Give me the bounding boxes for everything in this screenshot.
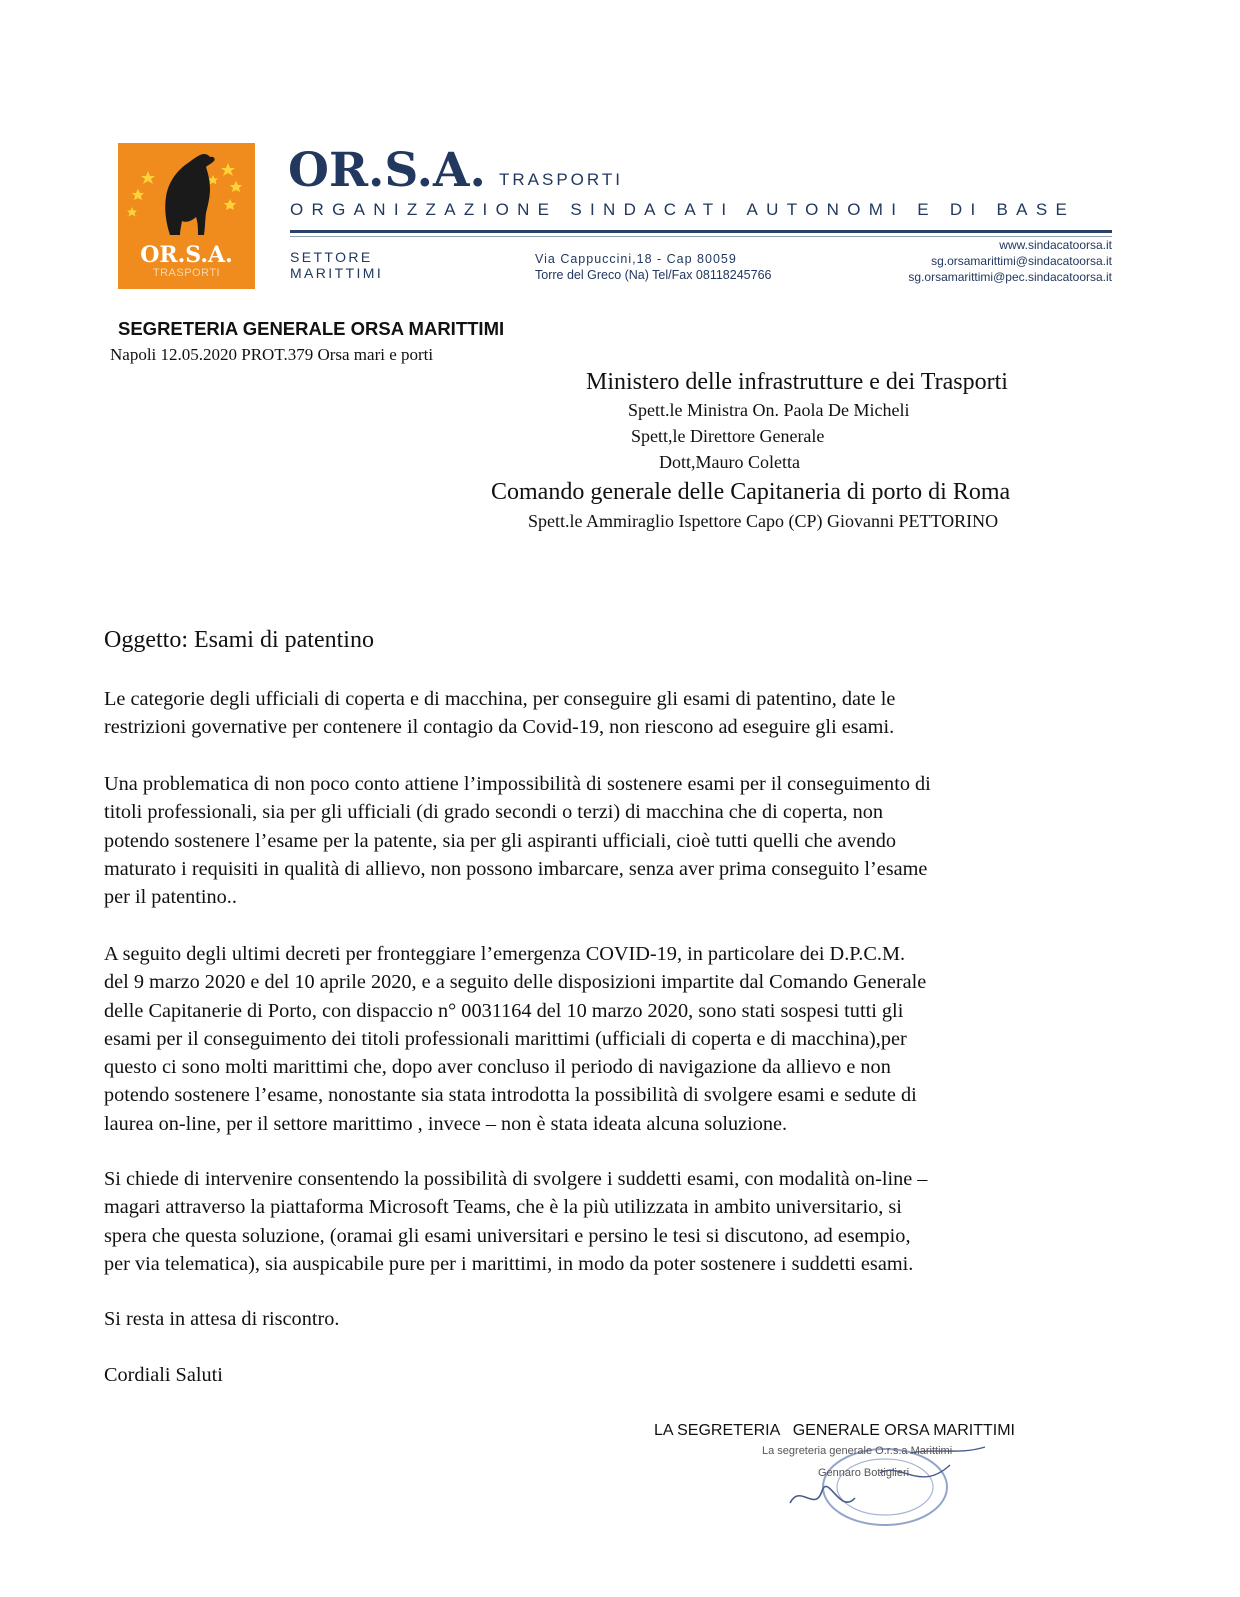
address-block: [535, 251, 771, 283]
body-paragraph-4: Si chiede di intervenire consentendo la possibilità di svolgere i suddetti esami, con modalità on-line – magari attraverso la piattaforma Microsoft Teams, che è la più utilizzata in ambito universitario, si spera che questa soluzione, (oramai gli esami universitari e persino le tesi si discutono, ad esempio, per via telematica), sia auspicabile pure per i marittimi, in modo da poter sostenere i suddetti esami.: [104, 1168, 928, 1275]
sector-label: [290, 249, 383, 281]
orsa-logo: [118, 143, 255, 289]
brand-subtitle: TRASPORTI: [499, 170, 623, 189]
stamp-line-1: La segreteria generale O.r.s.a Marittimi: [762, 1445, 953, 1457]
pec-email-link[interactable]: sg.orsamarittimi@pec.sindacatoorsa.it: [908, 270, 1112, 284]
website-link[interactable]: www.sindacatoorsa.it: [999, 238, 1112, 252]
sector-line-2: MARITTIMI: [290, 265, 384, 281]
logo-subtext: TRASPORTI: [152, 267, 221, 279]
address-line-2: Torre del Greco (Na) Tel/Fax 08118245766: [535, 268, 772, 282]
subject-line: Oggetto: Esami di patentino: [104, 627, 374, 653]
recipient-ministry: Ministero delle infrastrutture e dei Trasporti: [586, 369, 1008, 395]
brand-title: OR.S.A.: [288, 143, 486, 198]
sender-heading: SEGRETERIA GENERALE ORSA MARITTIMI: [118, 318, 505, 339]
body-paragraph-1: Le categorie degli ufficiali di coperta e di macchina, per conseguire gli esami di patentino, date le restrizioni governative per contenere il contagio da Covid-19, non riescono ad eseguire gli esami.: [104, 688, 896, 739]
stamp-line-2: Gennaro Bottiglieri: [818, 1467, 910, 1479]
recipient-minister: Spett.le Ministra On. Paola De Micheli: [628, 400, 910, 420]
sector-line-1: SETTORE: [290, 249, 373, 265]
signature-title: LA SEGRETERIA GENERALE ORSA MARITTIMI: [654, 1422, 1015, 1439]
contacts-block: [908, 237, 1112, 285]
address-line-1: Via Cappuccini,18 - Cap 80059: [535, 252, 737, 266]
header-divider: [290, 230, 1112, 233]
body-paragraph-2: Una problematica di non poco conto attiene l’impossibilità di sostenere esami per il conseguimento di titoli professionali, sia per gli ufficiali (di grado secondi o terzi) di macchina che di coperta, non potendo sostenere l’esame per la patente, sia per gli aspiranti ufficiali, cioè tutti quelli che avendo maturato i requisiti in qualità di allievo, non possono imbarcare, senza aver prima conseguito l’esame per il patentino..: [104, 773, 931, 909]
recipient-coast-guard: Comando generale delle Capitaneria di porto di Roma: [491, 479, 1011, 505]
closing-request: Si resta in attesa di riscontro.: [104, 1308, 340, 1330]
recipient-director-title: Spett,le Direttore Generale: [631, 426, 825, 446]
logo-text: OR.S.A.: [140, 242, 233, 268]
recipient-admiral: Spett.le Ammiraglio Ispettore Capo (CP) Giovanni PETTORINO: [528, 511, 999, 531]
signature-stamp: [760, 1443, 1020, 1528]
recipient-director-name: Dott,Mauro Coletta: [659, 452, 800, 472]
protocol-line: Napoli 12.05.2020 PROT.379 Orsa mari e porti: [110, 345, 434, 364]
body-paragraph-3: A seguito degli ultimi decreti per fronteggiare l’emergenza COVID-19, in particolare dei D.P.C.M. del 9 marzo 2020 e del 10 aprile 2020, e a seguito delle disposizioni impartite dal Comando Generale delle Capitanerie di Porto, con dispaccio n° 0031164 del 10 marzo 2020, sono stati sospesi tutti gli esami per il conseguimento dei titoli professionali marittimi (ufficiali di coperta e di macchina),per questo ci sono molti marittimi che, dopo aver concluso il periodo di navigazione da allievo e non potendo sostenere l’esame, nonostante sia stata introdotta la possibilità di svolgere esami e sedute di laurea on-line, per il settore marittimo , invece – non è stata ideata alcuna soluzione.: [104, 943, 927, 1135]
organization-name: ORGANIZZAZIONE SINDACATI AUTONOMI E DI BASE: [290, 200, 1076, 219]
closing-greeting: Cordiali Saluti: [104, 1364, 223, 1386]
email-link[interactable]: sg.orsamarittimi@sindacatoorsa.it: [931, 254, 1112, 268]
